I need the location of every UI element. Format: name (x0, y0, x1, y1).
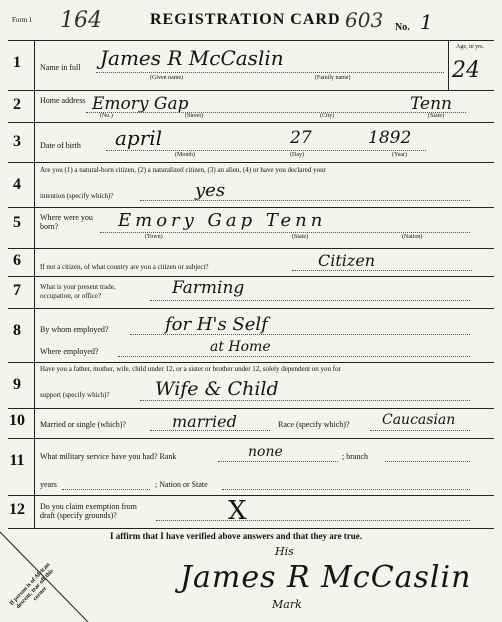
affirmation-text: I affirm that I have verified above answers and that they are true. (110, 531, 363, 541)
race-label: Race (specify which)? (278, 420, 350, 429)
card-title: REGISTRATION CARD (150, 11, 341, 28)
age-value: 24 (452, 58, 480, 83)
row-number: 9 (13, 376, 21, 393)
dependents-question: Have you a father, mother, wife, child under 12, or a sister or brother under 12, solely dependent on you for (40, 365, 341, 373)
caption-nation: (Nation) (402, 234, 423, 240)
race-value: Caucasian (382, 412, 456, 428)
caption-day: (Day) (290, 152, 304, 158)
caption-state: (State) (292, 234, 308, 240)
caption-no: (No.) (100, 113, 113, 119)
signature: James R McCaslin (180, 560, 472, 595)
serial-number: 164 (60, 8, 102, 33)
name-value: James R McCaslin (100, 46, 284, 70)
family-name-caption: (Family name) (315, 75, 351, 81)
caption-street: (Street) (185, 113, 203, 119)
employed-where-value: at Home (210, 339, 271, 355)
caption-month: (Month) (175, 152, 195, 158)
row-number: 6 (13, 252, 21, 269)
name-label: Name in full (40, 63, 81, 72)
caption-town: (Town) (145, 234, 163, 240)
birthplace-value: Emory Gap Tenn (118, 210, 327, 231)
occupation-label: What is your present trade, occupation, or office? (40, 283, 116, 300)
card-number: 603 (345, 8, 384, 32)
row-number: 4 (13, 176, 21, 193)
corner-note: If person is of African descent, tear off this corner (8, 561, 55, 611)
employer-label: By whom employed? (40, 325, 109, 334)
citizenship-value: yes (195, 180, 226, 201)
no-label: No. (395, 22, 410, 33)
form-label: Form 1 (12, 16, 33, 24)
birth-year: 1892 (368, 128, 412, 148)
home-address-label: Home address (40, 96, 86, 105)
military-rank-value: none (248, 444, 283, 460)
military-label: What military service have you had? Rank (40, 452, 177, 461)
country-value: Citizen (318, 251, 376, 270)
citizenship-question-line2: intention (specify which)? (40, 192, 114, 200)
birth-day: 27 (290, 128, 312, 148)
row-number: 12 (9, 501, 25, 518)
birthplace-label: Where were you born? (40, 213, 93, 231)
country-question: If not a citizen, of what country are you a citizen or subject? (40, 263, 209, 271)
branch-label: ; branch (342, 452, 368, 461)
marital-label: Married or single (which)? (40, 420, 126, 429)
row-number: 1 (13, 54, 21, 71)
dependents-question-line2: support (specify which)? (40, 391, 110, 399)
dependents-value: Wife & Child (155, 378, 279, 400)
employed-where-label: Where employed? (40, 347, 99, 356)
row-number: 7 (13, 282, 21, 299)
marital-value: married (172, 412, 237, 431)
exemption-label: Do you claim exemption from draft (specify grounds)? (40, 502, 137, 520)
caption-city: (City) (320, 113, 335, 119)
years-label: years (40, 480, 57, 489)
no-value: 1 (420, 10, 433, 34)
home-address-street: Emory Gap (92, 94, 189, 114)
row-number: 2 (13, 96, 21, 113)
occupation-value: Farming (172, 278, 245, 298)
date-of-birth-label: Date of birth (40, 141, 81, 150)
citizenship-question: Are you (1) a natural-born citizen, (2) a naturalized citizen, (3) an alien, (4) or have you declared your (40, 166, 326, 174)
age-label: Age, in yrs. (456, 44, 484, 50)
row-number: 5 (13, 214, 21, 231)
signature-mark-label: Mark (272, 598, 302, 611)
row-number: 3 (13, 133, 21, 150)
row-number: 11 (9, 452, 25, 469)
signature-his-mark: His (275, 545, 294, 558)
nation-state-label: ; Nation or State (155, 480, 208, 489)
caption-year: (Year) (392, 152, 408, 158)
caption-state: (State) (428, 113, 444, 119)
given-name-caption: (Given name) (150, 75, 184, 81)
exemption-value: X (228, 496, 247, 526)
home-address-state: Tenn (410, 94, 452, 114)
row-number: 8 (13, 322, 21, 339)
row-number: 10 (9, 412, 25, 429)
employer-value: for H's Self (165, 314, 268, 335)
birth-month: april (115, 126, 163, 150)
